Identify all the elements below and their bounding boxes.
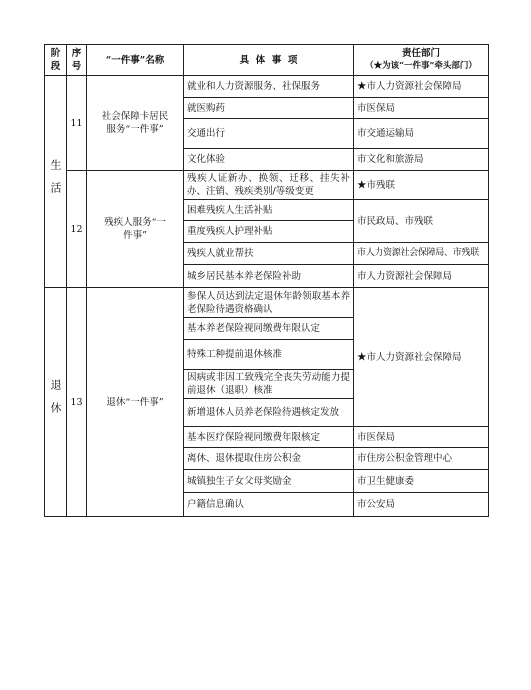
dept-cell: ★市人力资源社会保障局 bbox=[354, 76, 489, 98]
item-cell: 特殊工种提前退休核准 bbox=[184, 340, 354, 370]
dept-cell: 市公安局 bbox=[354, 493, 489, 517]
header-dept-note: （★为该“一件事”牵头部门） bbox=[365, 61, 477, 71]
header-row bbox=[45, 45, 489, 76]
header-name: “一件事”名称 bbox=[87, 45, 184, 76]
dept-cell: 市卫生健康委 bbox=[354, 470, 489, 493]
dept-cell: 市住房公积金管理中心 bbox=[354, 448, 489, 470]
item-cell: 参保人员达到法定退休年龄领取基本养老保险待遇资格确认 bbox=[184, 288, 354, 318]
dept-cell: 市人力资源社会保障局 bbox=[354, 265, 489, 288]
header-dept-title: 责任部门 bbox=[401, 48, 440, 59]
header-items: 具 体 事 项 bbox=[184, 45, 354, 76]
header-dept bbox=[354, 45, 489, 76]
item-cell: 户籍信息确认 bbox=[184, 493, 354, 517]
item-cell: 重度残疾人护理补贴 bbox=[184, 221, 354, 243]
service-name-cell: 残疾人服务“一件事” bbox=[87, 171, 184, 288]
item-cell: 城乡居民基本养老保险补助 bbox=[184, 265, 354, 288]
dept-cell: 市人力资源社会保障局、市残联 bbox=[354, 243, 489, 265]
item-cell: 残疾人就业帮扶 bbox=[184, 243, 354, 265]
stage-label: 退休 bbox=[49, 379, 62, 425]
service-name-cell: 社会保障卡居民服务“一件事” bbox=[87, 76, 184, 171]
header-seq: 序号 bbox=[67, 45, 87, 76]
item-cell: 城镇独生子女父母奖励金 bbox=[184, 470, 354, 493]
table-row bbox=[45, 288, 489, 318]
seq-cell: 13 bbox=[67, 288, 87, 517]
header-stage: 阶段 bbox=[45, 45, 67, 76]
dept-cell: 市医保局 bbox=[354, 98, 489, 119]
item-cell: 因病或非因工致残完全丧失劳动能力提前退休（退职）核准 bbox=[184, 370, 354, 399]
table-row bbox=[45, 171, 489, 200]
dept-cell: 市医保局 bbox=[354, 427, 489, 448]
item-cell: 离休、退休提取住房公积金 bbox=[184, 448, 354, 470]
item-cell: 新增退休人员养老保险待遇核定发放 bbox=[184, 399, 354, 427]
service-name-cell: 退休“一件事” bbox=[87, 288, 184, 517]
item-cell: 基本医疗保险视同缴费年限核定 bbox=[184, 427, 354, 448]
item-cell: 就医购药 bbox=[184, 98, 354, 119]
table-row bbox=[45, 76, 489, 98]
dept-cell: 市交通运输局 bbox=[354, 119, 489, 149]
item-cell: 交通出行 bbox=[184, 119, 354, 149]
dept-cell: 市文化和旅游局 bbox=[354, 149, 489, 171]
services-table bbox=[44, 44, 489, 517]
item-cell: 残疾人证新办、换领、迁移、挂失补办、注销、残疾类别/等级变更 bbox=[184, 171, 354, 200]
seq-cell: 11 bbox=[67, 76, 87, 171]
stage-cell-retire bbox=[45, 288, 67, 517]
item-cell: 基本养老保险视同缴费年限认定 bbox=[184, 318, 354, 340]
item-cell: 困难残疾人生活补贴 bbox=[184, 200, 354, 221]
stage-cell-life bbox=[45, 76, 67, 288]
item-cell: 文化体验 bbox=[184, 149, 354, 171]
stage-label: 生活 bbox=[49, 158, 62, 205]
dept-cell: ★市残联 bbox=[354, 171, 489, 200]
dept-cell: ★市人力资源社会保障局 bbox=[354, 288, 489, 427]
item-cell: 就业和人力资源服务、社保服务 bbox=[184, 76, 354, 98]
dept-cell: 市民政局、市残联 bbox=[354, 200, 489, 243]
seq-cell: 12 bbox=[67, 171, 87, 288]
